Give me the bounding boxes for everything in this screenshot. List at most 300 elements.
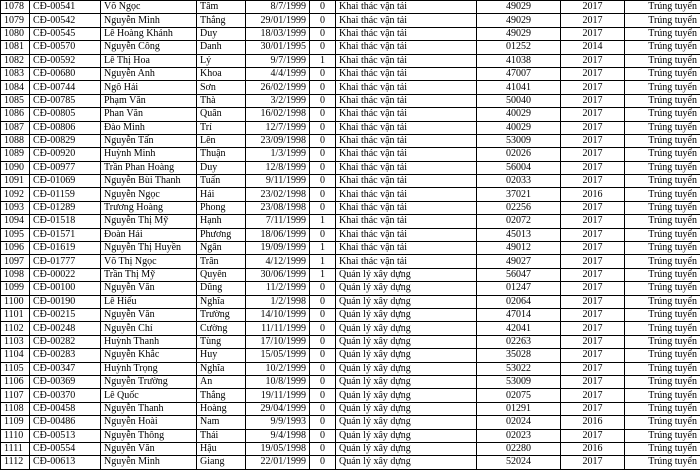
gender-cell: 0 bbox=[310, 349, 336, 362]
family-name-cell: Lê Hiếu bbox=[101, 295, 197, 308]
year-cell: 2017 bbox=[561, 242, 625, 255]
year-cell: 2017 bbox=[561, 134, 625, 147]
birth-date-cell: 3/2/1999 bbox=[246, 94, 310, 107]
major-cell: Quản lý xây dựng bbox=[336, 282, 477, 295]
result-cell: Trúng tuyển bbox=[625, 54, 700, 67]
given-name-cell: Nam bbox=[197, 416, 246, 429]
candidate-id-cell: CĐ-00613 bbox=[30, 456, 101, 469]
year-cell: 2017 bbox=[561, 215, 625, 228]
result-cell: Trúng tuyển bbox=[625, 295, 700, 308]
result-cell: Trúng tuyển bbox=[625, 442, 700, 455]
row-number-cell: 1078 bbox=[1, 1, 30, 14]
exam-code-cell: 47014 bbox=[477, 308, 561, 321]
birth-date-cell: 23/02/1998 bbox=[246, 188, 310, 201]
row-number-cell: 1079 bbox=[1, 14, 30, 27]
given-name-cell: Trân bbox=[197, 255, 246, 268]
exam-code-cell: 02072 bbox=[477, 215, 561, 228]
table-row bbox=[1, 188, 700, 201]
family-name-cell: Nguyễn Văn bbox=[101, 442, 197, 455]
result-cell: Trúng tuyển bbox=[625, 81, 700, 94]
year-cell: 2017 bbox=[561, 429, 625, 442]
gender-cell: 0 bbox=[310, 175, 336, 188]
family-name-cell: Nguyễn Anh bbox=[101, 67, 197, 80]
result-cell: Trúng tuyển bbox=[625, 456, 700, 469]
birth-date-cell: 10/8/1999 bbox=[246, 375, 310, 388]
given-name-cell: Duy bbox=[197, 27, 246, 40]
family-name-cell: Trần Thị Mỹ bbox=[101, 268, 197, 281]
year-cell: 2017 bbox=[561, 335, 625, 348]
family-name-cell: Trần Phan Hoàng bbox=[101, 161, 197, 174]
result-cell: Trúng tuyển bbox=[625, 148, 700, 161]
table-row bbox=[1, 228, 700, 241]
birth-date-cell: 19/09/1999 bbox=[246, 242, 310, 255]
given-name-cell: Lý bbox=[197, 54, 246, 67]
gender-cell: 0 bbox=[310, 14, 336, 27]
year-cell: 2016 bbox=[561, 416, 625, 429]
result-cell: Trúng tuyển bbox=[625, 175, 700, 188]
result-cell: Trúng tuyển bbox=[625, 27, 700, 40]
family-name-cell: Huỳnh Minh bbox=[101, 148, 197, 161]
year-cell: 2017 bbox=[561, 456, 625, 469]
birth-date-cell: 16/02/1998 bbox=[246, 108, 310, 121]
year-cell: 2017 bbox=[561, 14, 625, 27]
major-cell: Quản lý xây dựng bbox=[336, 389, 477, 402]
family-name-cell: Nguyễn Minh bbox=[101, 14, 197, 27]
table-row bbox=[1, 375, 700, 388]
year-cell: 2017 bbox=[561, 349, 625, 362]
birth-date-cell: 12/8/1999 bbox=[246, 161, 310, 174]
row-number-cell: 1095 bbox=[1, 228, 30, 241]
birth-date-cell: 23/08/1998 bbox=[246, 201, 310, 214]
row-number-cell: 1096 bbox=[1, 242, 30, 255]
major-cell: Khai thác vận tải bbox=[336, 201, 477, 214]
given-name-cell: Khoa bbox=[197, 67, 246, 80]
family-name-cell: Nguyễn Thị Huyền bbox=[101, 242, 197, 255]
year-cell: 2017 bbox=[561, 94, 625, 107]
table-row bbox=[1, 349, 700, 362]
row-number-cell: 1104 bbox=[1, 349, 30, 362]
candidate-id-cell: CĐ-00541 bbox=[30, 1, 101, 14]
birth-date-cell: 1/3/1999 bbox=[246, 148, 310, 161]
gender-cell: 0 bbox=[310, 308, 336, 321]
major-cell: Khai thác vận tải bbox=[336, 14, 477, 27]
given-name-cell: Thắng bbox=[197, 14, 246, 27]
family-name-cell: Lê Quốc bbox=[101, 389, 197, 402]
row-number-cell: 1112 bbox=[1, 456, 30, 469]
major-cell: Khai thác vận tải bbox=[336, 41, 477, 54]
candidate-id-cell: CĐ-00554 bbox=[30, 442, 101, 455]
given-name-cell: Duy bbox=[197, 161, 246, 174]
year-cell: 2017 bbox=[561, 295, 625, 308]
result-cell: Trúng tuyển bbox=[625, 349, 700, 362]
candidate-id-cell: CĐ-01159 bbox=[30, 188, 101, 201]
candidate-id-cell: CĐ-00542 bbox=[30, 14, 101, 27]
exam-code-cell: 02026 bbox=[477, 148, 561, 161]
year-cell: 2017 bbox=[561, 148, 625, 161]
candidate-id-cell: CĐ-00458 bbox=[30, 402, 101, 415]
given-name-cell: Thà bbox=[197, 94, 246, 107]
result-cell: Trúng tuyển bbox=[625, 67, 700, 80]
family-name-cell: Nguyễn Trường bbox=[101, 375, 197, 388]
family-name-cell: Phạm Văn bbox=[101, 94, 197, 107]
result-cell: Trúng tuyển bbox=[625, 335, 700, 348]
table-row bbox=[1, 295, 700, 308]
given-name-cell: Hoàng bbox=[197, 402, 246, 415]
candidate-id-cell: CĐ-00805 bbox=[30, 108, 101, 121]
major-cell: Khai thác vận tải bbox=[336, 148, 477, 161]
table-row bbox=[1, 27, 700, 40]
year-cell: 2017 bbox=[561, 1, 625, 14]
gender-cell: 0 bbox=[310, 201, 336, 214]
gender-cell: 0 bbox=[310, 389, 336, 402]
given-name-cell: Quân bbox=[197, 108, 246, 121]
exam-code-cell: 01247 bbox=[477, 282, 561, 295]
family-name-cell: Lê Thị Hoa bbox=[101, 54, 197, 67]
candidate-id-cell: CĐ-01619 bbox=[30, 242, 101, 255]
major-cell: Quản lý xây dựng bbox=[336, 402, 477, 415]
major-cell: Quản lý xây dựng bbox=[336, 416, 477, 429]
exam-code-cell: 49012 bbox=[477, 242, 561, 255]
result-cell: Trúng tuyển bbox=[625, 255, 700, 268]
exam-code-cell: 56004 bbox=[477, 161, 561, 174]
family-name-cell: Nguyễn Thị Mỹ bbox=[101, 215, 197, 228]
table-row bbox=[1, 81, 700, 94]
row-number-cell: 1101 bbox=[1, 308, 30, 321]
birth-date-cell: 26/02/1999 bbox=[246, 81, 310, 94]
result-cell: Trúng tuyển bbox=[625, 389, 700, 402]
birth-date-cell: 14/10/1999 bbox=[246, 308, 310, 321]
exam-code-cell: 42041 bbox=[477, 322, 561, 335]
exam-code-cell: 02064 bbox=[477, 295, 561, 308]
row-number-cell: 1086 bbox=[1, 108, 30, 121]
year-cell: 2017 bbox=[561, 67, 625, 80]
gender-cell: 1 bbox=[310, 54, 336, 67]
given-name-cell: Hải bbox=[197, 188, 246, 201]
exam-code-cell: 47007 bbox=[477, 67, 561, 80]
year-cell: 2017 bbox=[561, 389, 625, 402]
family-name-cell: Đào Minh bbox=[101, 121, 197, 134]
year-cell: 2014 bbox=[561, 41, 625, 54]
exam-code-cell: 02280 bbox=[477, 442, 561, 455]
birth-date-cell: 23/09/1998 bbox=[246, 134, 310, 147]
family-name-cell: Nguyễn Văn bbox=[101, 282, 197, 295]
result-cell: Trúng tuyển bbox=[625, 268, 700, 281]
row-number-cell: 1108 bbox=[1, 402, 30, 415]
major-cell: Khai thác vận tải bbox=[336, 27, 477, 40]
given-name-cell: Sơn bbox=[197, 81, 246, 94]
table-row bbox=[1, 456, 700, 469]
table-row bbox=[1, 41, 700, 54]
result-cell: Trúng tuyển bbox=[625, 308, 700, 321]
exam-code-cell: 35028 bbox=[477, 349, 561, 362]
candidate-id-cell: CĐ-00570 bbox=[30, 41, 101, 54]
candidate-id-cell: CĐ-00022 bbox=[30, 268, 101, 281]
result-cell: Trúng tuyển bbox=[625, 375, 700, 388]
result-cell: Trúng tuyển bbox=[625, 14, 700, 27]
gender-cell: 0 bbox=[310, 1, 336, 14]
candidate-id-cell: CĐ-00370 bbox=[30, 389, 101, 402]
row-number-cell: 1081 bbox=[1, 41, 30, 54]
given-name-cell: Tâm bbox=[197, 1, 246, 14]
gender-cell: 0 bbox=[310, 295, 336, 308]
exam-code-cell: 01291 bbox=[477, 402, 561, 415]
gender-cell: 0 bbox=[310, 362, 336, 375]
birth-date-cell: 10/2/1999 bbox=[246, 362, 310, 375]
table-row bbox=[1, 14, 700, 27]
table-row bbox=[1, 108, 700, 121]
row-number-cell: 1105 bbox=[1, 362, 30, 375]
major-cell: Khai thác vận tải bbox=[336, 121, 477, 134]
result-cell: Trúng tuyển bbox=[625, 94, 700, 107]
family-name-cell: Lê Hoàng Khánh bbox=[101, 27, 197, 40]
row-number-cell: 1084 bbox=[1, 81, 30, 94]
major-cell: Khai thác vận tải bbox=[336, 161, 477, 174]
row-number-cell: 1083 bbox=[1, 67, 30, 80]
row-number-cell: 1098 bbox=[1, 268, 30, 281]
result-cell: Trúng tuyển bbox=[625, 161, 700, 174]
result-cell: Trúng tuyển bbox=[625, 134, 700, 147]
family-name-cell: Nguyễn Ngọc bbox=[101, 188, 197, 201]
family-name-cell: Nguyễn Hoài bbox=[101, 416, 197, 429]
family-name-cell: Nguyễn Thông bbox=[101, 429, 197, 442]
candidate-id-cell: CĐ-00190 bbox=[30, 295, 101, 308]
row-number-cell: 1093 bbox=[1, 201, 30, 214]
result-cell: Trúng tuyển bbox=[625, 1, 700, 14]
exam-code-cell: 02024 bbox=[477, 416, 561, 429]
row-number-cell: 1092 bbox=[1, 188, 30, 201]
family-name-cell: Nguyễn Văn bbox=[101, 308, 197, 321]
table-row bbox=[1, 322, 700, 335]
exam-code-cell: 49029 bbox=[477, 14, 561, 27]
birth-date-cell: 19/11/1999 bbox=[246, 389, 310, 402]
gender-cell: 0 bbox=[310, 402, 336, 415]
table-row bbox=[1, 402, 700, 415]
row-number-cell: 1100 bbox=[1, 295, 30, 308]
major-cell: Khai thác vận tải bbox=[336, 54, 477, 67]
candidate-id-cell: CĐ-00785 bbox=[30, 94, 101, 107]
major-cell: Khai thác vận tải bbox=[336, 175, 477, 188]
year-cell: 2017 bbox=[561, 375, 625, 388]
major-cell: Khai thác vận tải bbox=[336, 108, 477, 121]
birth-date-cell: 4/4/1999 bbox=[246, 67, 310, 80]
birth-date-cell: 30/06/1999 bbox=[246, 268, 310, 281]
birth-date-cell: 7/11/1999 bbox=[246, 215, 310, 228]
given-name-cell: Hạnh bbox=[197, 215, 246, 228]
table-row bbox=[1, 148, 700, 161]
birth-date-cell: 17/10/1999 bbox=[246, 335, 310, 348]
birth-date-cell: 12/7/1999 bbox=[246, 121, 310, 134]
gender-cell: 0 bbox=[310, 67, 336, 80]
family-name-cell: Huỳnh Thanh bbox=[101, 335, 197, 348]
major-cell: Quản lý xây dựng bbox=[336, 295, 477, 308]
result-cell: Trúng tuyển bbox=[625, 322, 700, 335]
year-cell: 2017 bbox=[561, 282, 625, 295]
gender-cell: 0 bbox=[310, 456, 336, 469]
major-cell: Quản lý xây dựng bbox=[336, 308, 477, 321]
candidate-id-cell: CĐ-01571 bbox=[30, 228, 101, 241]
birth-date-cell: 22/01/1999 bbox=[246, 456, 310, 469]
row-number-cell: 1102 bbox=[1, 322, 30, 335]
year-cell: 2017 bbox=[561, 228, 625, 241]
candidate-id-cell: CĐ-01289 bbox=[30, 201, 101, 214]
birth-date-cell: 29/01/1999 bbox=[246, 14, 310, 27]
table-row bbox=[1, 282, 700, 295]
year-cell: 2017 bbox=[561, 175, 625, 188]
candidate-id-cell: CĐ-01777 bbox=[30, 255, 101, 268]
given-name-cell: An bbox=[197, 375, 246, 388]
birth-date-cell: 9/11/1999 bbox=[246, 175, 310, 188]
row-number-cell: 1107 bbox=[1, 389, 30, 402]
table-row bbox=[1, 161, 700, 174]
gender-cell: 1 bbox=[310, 215, 336, 228]
year-cell: 2017 bbox=[561, 322, 625, 335]
table-row bbox=[1, 268, 700, 281]
year-cell: 2017 bbox=[561, 362, 625, 375]
major-cell: Khai thác vận tải bbox=[336, 215, 477, 228]
given-name-cell: Ngân bbox=[197, 242, 246, 255]
table-row bbox=[1, 255, 700, 268]
table-row bbox=[1, 121, 700, 134]
candidate-id-cell: CĐ-01069 bbox=[30, 175, 101, 188]
major-cell: Quản lý xây dựng bbox=[336, 375, 477, 388]
major-cell: Khai thác vận tải bbox=[336, 255, 477, 268]
major-cell: Quản lý xây dựng bbox=[336, 322, 477, 335]
year-cell: 2016 bbox=[561, 442, 625, 455]
candidate-id-cell: CĐ-00282 bbox=[30, 335, 101, 348]
gender-cell: 0 bbox=[310, 188, 336, 201]
major-cell: Quản lý xây dựng bbox=[336, 429, 477, 442]
exam-code-cell: 50040 bbox=[477, 94, 561, 107]
family-name-cell: Nguyễn Thanh bbox=[101, 402, 197, 415]
result-cell: Trúng tuyển bbox=[625, 242, 700, 255]
birth-date-cell: 29/04/1999 bbox=[246, 402, 310, 415]
exam-code-cell: 01252 bbox=[477, 41, 561, 54]
given-name-cell: Trí bbox=[197, 121, 246, 134]
gender-cell: 0 bbox=[310, 108, 336, 121]
result-cell: Trúng tuyển bbox=[625, 416, 700, 429]
gender-cell: 0 bbox=[310, 27, 336, 40]
exam-code-cell: 49029 bbox=[477, 27, 561, 40]
family-name-cell: Nguyễn Tấn bbox=[101, 134, 197, 147]
row-number-cell: 1097 bbox=[1, 255, 30, 268]
family-name-cell: Nguyễn Minh bbox=[101, 456, 197, 469]
result-cell: Trúng tuyển bbox=[625, 108, 700, 121]
year-cell: 2017 bbox=[561, 161, 625, 174]
major-cell: Khai thác vận tải bbox=[336, 228, 477, 241]
given-name-cell: Trường bbox=[197, 308, 246, 321]
table-row bbox=[1, 362, 700, 375]
given-name-cell: Nghĩa bbox=[197, 362, 246, 375]
table-row bbox=[1, 67, 700, 80]
birth-date-cell: 9/4/1998 bbox=[246, 429, 310, 442]
year-cell: 2017 bbox=[561, 27, 625, 40]
candidate-id-cell: CĐ-00369 bbox=[30, 375, 101, 388]
gender-cell: 0 bbox=[310, 148, 336, 161]
candidate-id-cell: CĐ-00486 bbox=[30, 416, 101, 429]
row-number-cell: 1088 bbox=[1, 134, 30, 147]
given-name-cell: Phong bbox=[197, 201, 246, 214]
given-name-cell: Thắng bbox=[197, 389, 246, 402]
table-row bbox=[1, 201, 700, 214]
exam-code-cell: 41041 bbox=[477, 81, 561, 94]
exam-code-cell: 52024 bbox=[477, 456, 561, 469]
major-cell: Quản lý xây dựng bbox=[336, 335, 477, 348]
gender-cell: 0 bbox=[310, 41, 336, 54]
row-number-cell: 1110 bbox=[1, 429, 30, 442]
given-name-cell: Dũng bbox=[197, 282, 246, 295]
result-cell: Trúng tuyển bbox=[625, 429, 700, 442]
major-cell: Khai thác vận tải bbox=[336, 242, 477, 255]
result-cell: Trúng tuyển bbox=[625, 228, 700, 241]
family-name-cell: Phan Văn bbox=[101, 108, 197, 121]
result-cell: Trúng tuyển bbox=[625, 362, 700, 375]
candidate-id-cell: CĐ-00920 bbox=[30, 148, 101, 161]
exam-code-cell: 49029 bbox=[477, 1, 561, 14]
exam-code-cell: 53009 bbox=[477, 134, 561, 147]
gender-cell: 0 bbox=[310, 416, 336, 429]
row-number-cell: 1111 bbox=[1, 442, 30, 455]
birth-date-cell: 11/2/1999 bbox=[246, 282, 310, 295]
birth-date-cell: 9/7/1999 bbox=[246, 54, 310, 67]
candidate-id-cell: CĐ-00806 bbox=[30, 121, 101, 134]
gender-cell: 0 bbox=[310, 429, 336, 442]
exam-code-cell: 40029 bbox=[477, 108, 561, 121]
gender-cell: 1 bbox=[310, 242, 336, 255]
birth-date-cell: 18/03/1999 bbox=[246, 27, 310, 40]
exam-code-cell: 53022 bbox=[477, 362, 561, 375]
row-number-cell: 1085 bbox=[1, 94, 30, 107]
major-cell: Khai thác vận tải bbox=[336, 81, 477, 94]
family-name-cell: Nguyễn Công bbox=[101, 41, 197, 54]
table-row bbox=[1, 94, 700, 107]
row-number-cell: 1082 bbox=[1, 54, 30, 67]
major-cell: Quản lý xây dựng bbox=[336, 456, 477, 469]
year-cell: 2017 bbox=[561, 268, 625, 281]
exam-code-cell: 02033 bbox=[477, 175, 561, 188]
row-number-cell: 1103 bbox=[1, 335, 30, 348]
family-name-cell: Nguyễn Khắc bbox=[101, 349, 197, 362]
candidate-id-cell: CĐ-00680 bbox=[30, 67, 101, 80]
major-cell: Quản lý xây dựng bbox=[336, 362, 477, 375]
result-cell: Trúng tuyển bbox=[625, 188, 700, 201]
year-cell: 2016 bbox=[561, 188, 625, 201]
gender-cell: 0 bbox=[310, 442, 336, 455]
birth-date-cell: 1/2/1998 bbox=[246, 295, 310, 308]
gender-cell: 0 bbox=[310, 335, 336, 348]
given-name-cell: Phương bbox=[197, 228, 246, 241]
major-cell: Khai thác vận tải bbox=[336, 188, 477, 201]
major-cell: Quản lý xây dựng bbox=[336, 442, 477, 455]
major-cell: Quản lý xây dựng bbox=[336, 268, 477, 281]
family-name-cell: Đoàn Hải bbox=[101, 228, 197, 241]
row-number-cell: 1099 bbox=[1, 282, 30, 295]
exam-code-cell: 02263 bbox=[477, 335, 561, 348]
row-number-cell: 1087 bbox=[1, 121, 30, 134]
table-row bbox=[1, 335, 700, 348]
exam-code-cell: 02256 bbox=[477, 201, 561, 214]
gender-cell: 1 bbox=[310, 255, 336, 268]
year-cell: 2017 bbox=[561, 402, 625, 415]
table-body bbox=[1, 1, 700, 470]
gender-cell: 0 bbox=[310, 121, 336, 134]
exam-code-cell: 49027 bbox=[477, 255, 561, 268]
row-number-cell: 1094 bbox=[1, 215, 30, 228]
result-cell: Trúng tuyển bbox=[625, 402, 700, 415]
year-cell: 2017 bbox=[561, 201, 625, 214]
gender-cell: 0 bbox=[310, 282, 336, 295]
row-number-cell: 1090 bbox=[1, 161, 30, 174]
gender-cell: 0 bbox=[310, 134, 336, 147]
